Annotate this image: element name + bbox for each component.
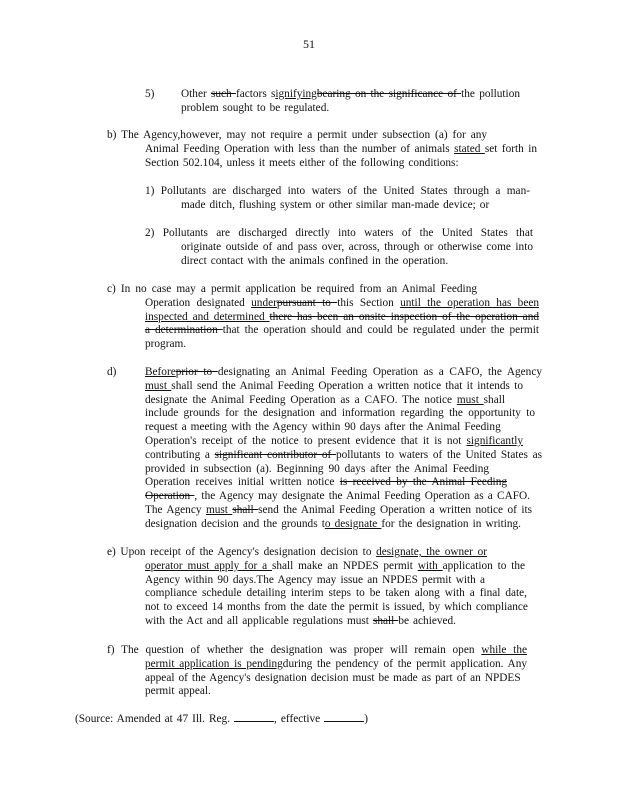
condition-1: 1) Pollutants are discharged into waters of the United States through a man- made ditch, flushing system or other similar man-made device; or (145, 185, 530, 211)
item-5-label: 5) (145, 88, 155, 100)
paragraph-b: b) The Agency,however, may not require a permit under subsection (a) for any Animal Feeding Operation with less than the number of animals stated set forth in Section 502.104, unless it meets either of the following conditions: (107, 129, 537, 169)
paragraph-d-label: d) (107, 366, 117, 378)
page-number: 51 (303, 37, 315, 51)
paragraph-c: c) In no case may a permit application be required from an Animal Feeding Operation designated underpursuant to this Section until the operation has been inspected and determined there has been an onsite inspection of the operation and a determination that the operation should and could be regulated under the permit program. (107, 283, 540, 351)
paragraph-f: f) The question of whether the designation was proper will remain open while the permit application is pendingduring the pendency of the permit application. Any appeal of the Agency's designation decision must be made as part of an NPDES permit appeal. (107, 644, 528, 698)
item-5-text: Other such factors signifyingbearing on the significance of the pollution problem sought to be regulated. (181, 88, 520, 114)
effective-date-blank (324, 711, 364, 722)
source-note: (Source: Amended at 47 Ill. Reg. , effective ) (75, 713, 368, 725)
paragraph-e: e) Upon receipt of the Agency's designation decision to designate, the owner or operator must apply for a shall make an NPDES permit with application to the Agency within 90 days.The Agency may issue an NPDES permit with a compliance schedule detailing interim steps to be taken along with a final date, not to exceed 14 months from the date the permit is issued, by which compliance with the Act and all applicable regulations must shall be achieved. (107, 546, 528, 627)
paragraph-d: Beforeprior to designating an Animal Feeding Operation as a CAFO, the Agency must shall send the Animal Feeding Operation a written notice that it intends to designate the Animal Feeding Operation as a CAFO. The notice must shall include grounds for the designation and information regarding the opportunity to request a meeting with the Agency within 90 days after the Animal Feeding Operation's receipt of the notice to present evidence that it is not significantly contributing a significant contributor of pollutants to waters of the United States as provided in subsection (a). Beginning 90 days after the Animal Feeding Operation receives initial written notice is received by the Animal Feeding Operation , the Agency may designate the Animal Feeding Operation as a CAFO. The Agency must shall send the Animal Feeding Operation a written notice of its designation decision and the grounds to designate for the designation in writing. (145, 366, 542, 530)
condition-2: 2) Pollutants are discharged directly into waters of the United States that originate outside of and pass over, across, through or otherwise come into direct contact with the animals confined in the operation. (145, 227, 533, 267)
date-blank (234, 711, 274, 722)
